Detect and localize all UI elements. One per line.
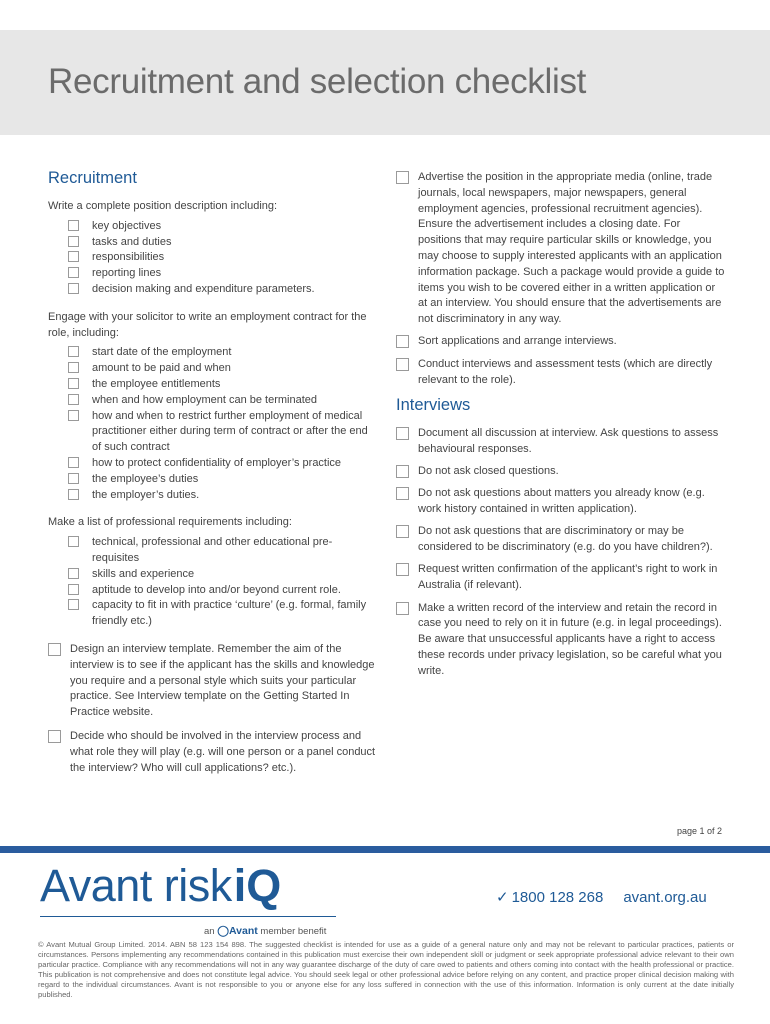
checkbox[interactable] [68, 236, 79, 247]
checklist-item[interactable]: tasks and duties [68, 235, 378, 251]
checklist-item[interactable]: the employee’s duties [68, 472, 378, 488]
checkbox[interactable] [68, 536, 79, 547]
recruitment-heading: Recruitment [48, 169, 137, 187]
checkbox[interactable] [68, 378, 79, 389]
checkbox[interactable] [68, 362, 79, 373]
checkbox[interactable] [68, 489, 79, 500]
checklist-item[interactable]: key objectives [68, 219, 378, 235]
checklist-item[interactable]: skills and experience [68, 567, 378, 583]
contract-intro: Engage with your solicitor to write an employment contract for the role, including: [48, 310, 367, 339]
checklist-item[interactable]: how to protect confidentiality of employer’s practice [68, 456, 378, 472]
checkbox[interactable] [68, 568, 79, 579]
checklist-item[interactable]: start date of the employment [68, 345, 378, 361]
checklist-item-conduct[interactable]: Conduct interviews and assessment tests (which are directly relevant to the role). [396, 357, 726, 389]
prof-intro: Make a list of professional requirements including: [48, 516, 292, 529]
right-column [396, 170, 726, 686]
logo-text: Avant risk [40, 860, 232, 911]
checkbox[interactable] [68, 410, 79, 421]
checkbox[interactable] [68, 584, 79, 595]
checklist-item[interactable]: Make a written record of the interview and retain the record in case you need to rely on it in future (e.g. in legal proceedings). Be aware that unsuccessful applicants have a right to access these records under privacy legislation, so be careful what you write. [396, 601, 726, 680]
checkbox[interactable] [396, 358, 409, 371]
checklist-item-advertise[interactable]: Advertise the position in the appropriate media (online, trade journals, local newspapers, major newspapers, general employment agencies, professional recruitment agencies). Ensure the advertisement includes a closing date. For positions that may require particular skills or knowledge, you may choose to supply interested applicants with an application information package. Such a package would provide a guide to items you wish to be covered either in a written application or at an interview. You should ensure that the advertisements are not discriminatory in any way. [396, 170, 726, 328]
avant-brand-mark: ◯Avant [217, 925, 258, 937]
checklist-item[interactable]: the employer’s duties. [68, 488, 378, 504]
checklist-item[interactable]: technical, professional and other educational pre-requisites [68, 535, 378, 567]
checkbox[interactable] [68, 599, 79, 610]
checkbox[interactable] [396, 427, 409, 440]
pd-intro: Write a complete position description including: [48, 200, 278, 212]
checklist-item[interactable]: aptitude to develop into and/or beyond current role. [68, 583, 378, 599]
checklist-item[interactable]: amount to be paid and when [68, 361, 378, 377]
checklist-item[interactable]: decision making and expenditure parameters. [68, 282, 378, 298]
logo-iq: iQ [233, 860, 282, 911]
checkbox[interactable] [396, 563, 409, 576]
phone-number[interactable]: 1800 128 268 [511, 889, 604, 906]
page-number: page 1 of 2 [676, 826, 722, 836]
checkbox[interactable] [68, 267, 79, 278]
pd-list [48, 219, 378, 298]
checklist-item[interactable]: Request written confirmation of the applicant’s right to work in Australia (if relevant). [396, 562, 726, 594]
avant-logo-icon: ◯ [217, 925, 229, 937]
checklist-item[interactable]: Document all discussion at interview. Ask questions to assess behavioural responses. [396, 426, 726, 458]
interviews-heading: Interviews [396, 395, 471, 414]
checkbox[interactable] [396, 487, 409, 500]
footer-divider [0, 846, 770, 853]
checklist-item[interactable]: when and how employment can be terminated [68, 393, 378, 409]
checklist-item-interview-template[interactable]: Design an interview template. Remember the aim of the interview is to see if the applicant has the skills and knowledge you require and a personal style which suits your particular practice. See Interview template on the Getting Started In Practice website. [48, 642, 378, 721]
checklist-item[interactable]: Do not ask closed questions. [396, 464, 726, 480]
checkbox[interactable] [48, 730, 61, 743]
checklist-item[interactable]: responsibilities [68, 250, 378, 266]
checkbox[interactable] [68, 251, 79, 262]
checkbox[interactable] [396, 602, 409, 615]
checklist-item[interactable]: Do not ask questions about matters you already know (e.g. work history contained in written application). [396, 486, 726, 518]
contact-info [496, 888, 707, 906]
checkbox[interactable] [396, 525, 409, 538]
checklist-item-sort[interactable]: Sort applications and arrange interviews. [396, 334, 726, 350]
legal-disclaimer: © Avant Mutual Group Limited. 2014. ABN 58 123 154 898. The suggested checklist is intended for use as a guide of a general nature only and may not be relevant to particular practices, patients or circumstances. Persons implementing any recommendations contained in this publication must exercise their own independent skill or judgment or seek appropriate professional advice relevant to their own particular practice. Compliance with any recommendations will not in any way guarantee discharge of the duty of care owed to patients and others coming into contact with the health professional or practice. This publication is not comprehensive and does not constitute legal advice. You should seek legal or other professional advice before relying on any content, and practice proper clinical decision making with regard to the individual circumstances. Avant is not responsible to you or anyone else for any loss suffered in connection with the use of this information. Information is only current at the date initially published. [38, 940, 734, 999]
checklist-item[interactable]: how and when to restrict further employment of medical practitioner either during term of contract or after the end of such contract [68, 409, 378, 456]
website-link[interactable]: avant.org.au [623, 889, 707, 906]
checkbox[interactable] [396, 335, 409, 348]
checkbox[interactable] [68, 346, 79, 357]
page-title: Recruitment and selection checklist [48, 62, 587, 101]
checklist-item-interview-roles[interactable]: Decide who should be involved in the interview process and what role they will play (e.g. will one person or a panel conduct the interview? Who will cull applications? etc.). [48, 729, 378, 776]
avant-riskiq-logo [40, 858, 340, 920]
checkbox[interactable] [48, 643, 61, 656]
checkbox[interactable] [68, 394, 79, 405]
checklist-item[interactable]: reporting lines [68, 266, 378, 282]
member-benefit-tagline: an ◯Avant member benefit [204, 925, 327, 937]
prof-list [48, 535, 378, 630]
checklist-item[interactable]: the employee entitlements [68, 377, 378, 393]
logo-underline [40, 916, 336, 917]
checkbox[interactable] [396, 465, 409, 478]
checkbox[interactable] [68, 457, 79, 468]
recruitment-column [48, 168, 378, 784]
checkbox[interactable] [68, 220, 79, 231]
checkbox[interactable] [68, 473, 79, 484]
checkbox[interactable] [68, 283, 79, 294]
phone-icon: ✓ [496, 889, 509, 906]
contract-list [48, 345, 378, 503]
checklist-item[interactable]: Do not ask questions that are discriminatory or may be considered to be discriminatory (e.g. do you have children?). [396, 524, 726, 556]
checkbox[interactable] [396, 171, 409, 184]
checklist-item[interactable]: capacity to fit in with practice ‘culture’ (e.g. formal, family friendly etc.) [68, 598, 378, 630]
